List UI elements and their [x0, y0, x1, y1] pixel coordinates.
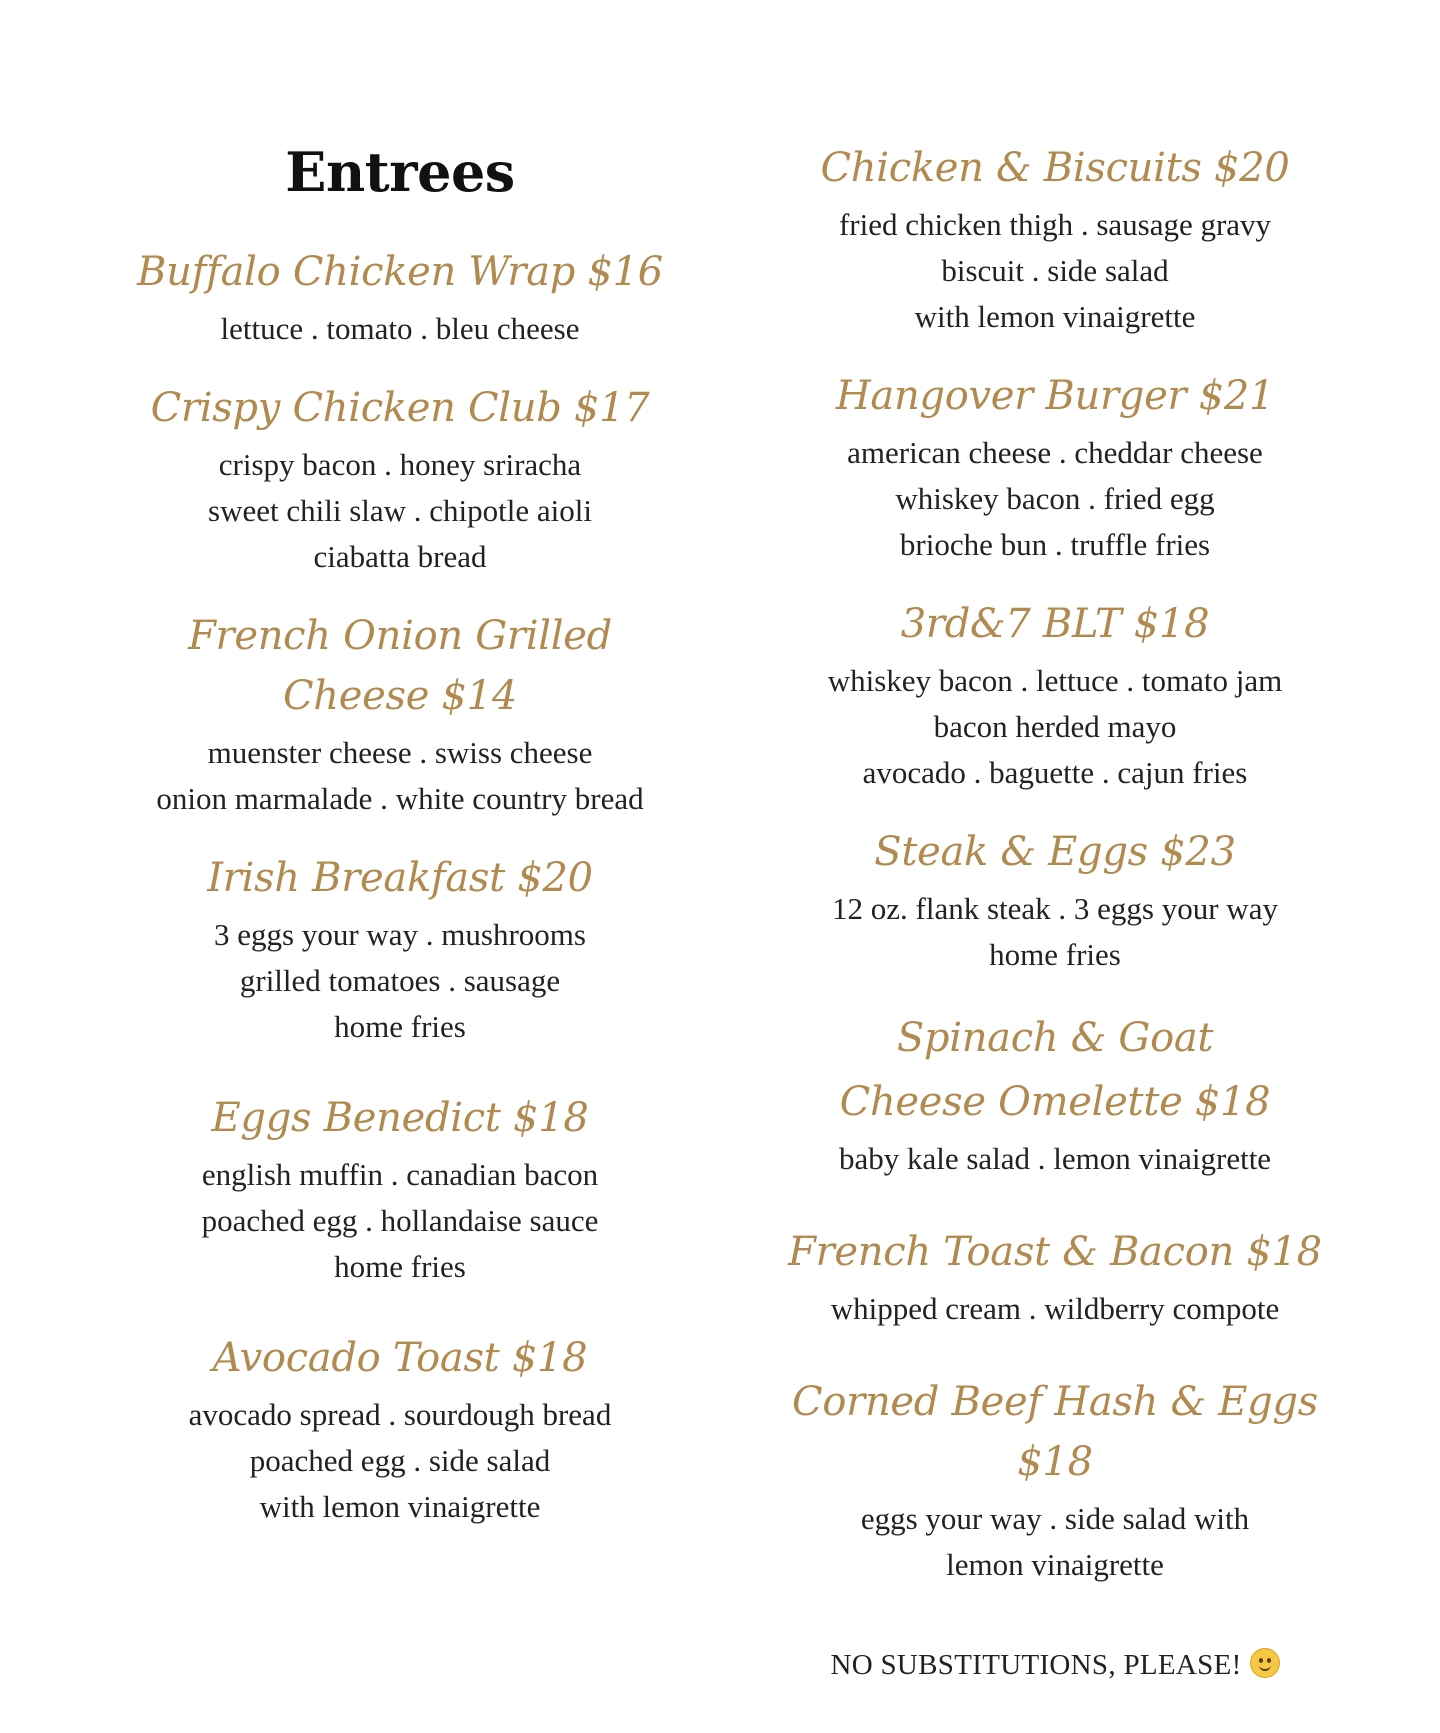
item-description: lemon vinaigrette: [946, 1547, 1164, 1582]
item-description: grilled tomatoes . sausage: [239, 963, 561, 998]
menu-item: [770, 1008, 1340, 1182]
smiley-face-icon: [1250, 1648, 1280, 1678]
item-description: home fries: [334, 1009, 466, 1044]
item-description: bacon herded mayo: [933, 709, 1177, 744]
item-description: brioche bun . truffle fries: [899, 527, 1211, 562]
no-substitutions-note: [770, 1648, 1340, 1682]
item-description: whipped cream . wildberry compote: [830, 1291, 1280, 1326]
item-title: Chicken & Biscuits $20: [820, 145, 1290, 191]
item-description: whiskey bacon . lettuce . tomato jam: [827, 663, 1283, 698]
item-title: Irish Breakfast $20: [207, 855, 593, 901]
menu-item: [110, 1328, 690, 1530]
item-description: sweet chili slaw . chipotle aioli: [208, 493, 592, 528]
item-description: fried chicken thigh . sausage gravy: [838, 207, 1272, 242]
menu-item: [770, 1222, 1340, 1332]
item-description: poached egg . hollandaise sauce: [201, 1203, 599, 1238]
menu-item: [110, 848, 690, 1050]
item-description: avocado . baguette . cajun fries: [862, 755, 1248, 790]
item-description: home fries: [989, 937, 1121, 972]
item-description: eggs your way . side salad with: [860, 1501, 1250, 1536]
menu-item: [110, 378, 690, 580]
menu-item: [770, 1372, 1340, 1588]
menu-item: [770, 138, 1340, 340]
item-title: French Toast & Bacon $18: [788, 1229, 1322, 1275]
item-title: Buffalo Chicken Wrap $16: [137, 249, 663, 295]
item-title: Hangover Burger $21: [835, 373, 1275, 419]
item-title: Avocado Toast $18: [212, 1335, 588, 1381]
item-title: Eggs Benedict $18: [211, 1095, 589, 1141]
item-title: Corned Beef Hash & Eggs $18: [792, 1379, 1318, 1485]
menu-column-right: [770, 138, 1340, 1588]
item-description: onion marmalade . white country bread: [156, 781, 644, 816]
item-title-line-2: Cheese Omelette $18: [839, 1079, 1271, 1125]
menu-item: [110, 242, 690, 352]
item-description: with lemon vinaigrette: [914, 299, 1196, 334]
item-title: Crispy Chicken Club $17: [150, 385, 650, 431]
item-description: 3 eggs your way . mushrooms: [214, 917, 586, 952]
item-description: american cheese . cheddar cheese: [847, 435, 1263, 470]
item-description: crispy bacon . honey sriracha: [218, 447, 582, 482]
menu-item: [110, 606, 690, 822]
item-title: Steak & Eggs $23: [874, 829, 1236, 875]
footer-text: NO SUBSTITUTIONS, PLEASE!: [830, 1649, 1242, 1681]
item-description: english muffin . canadian bacon: [201, 1157, 599, 1192]
item-description: home fries: [334, 1249, 466, 1284]
item-description: avocado spread . sourdough bread: [188, 1397, 612, 1432]
menu-column-left: [110, 140, 690, 1530]
item-title: Spinach & Goat: [896, 1015, 1214, 1061]
item-description: muenster cheese . swiss cheese: [207, 735, 593, 770]
menu-heading: Entrees: [285, 140, 515, 204]
menu-item: [770, 822, 1340, 978]
item-title: 3rd&7 BLT $18: [900, 601, 1210, 647]
item-description: whiskey bacon . fried egg: [895, 481, 1215, 516]
item-description: 12 oz. flank steak . 3 eggs your way: [832, 891, 1278, 926]
menu-item: [110, 1088, 690, 1290]
item-description: biscuit . side salad: [941, 253, 1169, 288]
item-description: poached egg . side salad: [249, 1443, 551, 1478]
item-description: ciabatta bread: [313, 539, 487, 574]
menu-item: [770, 594, 1340, 796]
item-description: lettuce . tomato . bleu cheese: [220, 311, 580, 346]
item-title: French Onion Grilled Cheese $14: [188, 613, 612, 719]
item-description: baby kale salad . lemon vinaigrette: [838, 1141, 1272, 1176]
item-description: with lemon vinaigrette: [259, 1489, 541, 1524]
menu-item: [770, 366, 1340, 568]
